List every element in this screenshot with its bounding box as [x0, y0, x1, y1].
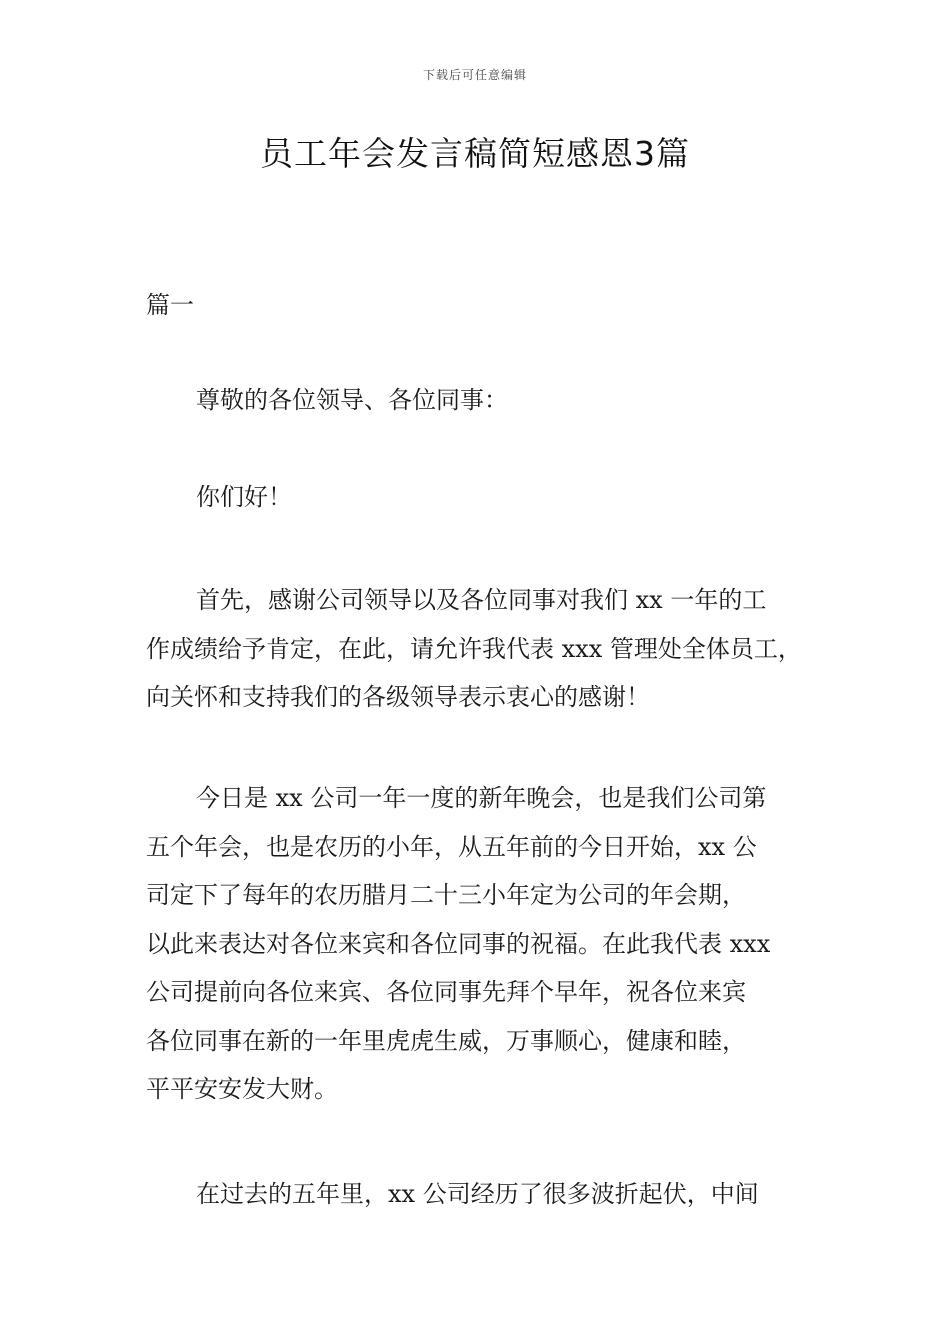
greeting-line: 尊敬的各位领导、各位同事：: [196, 386, 508, 414]
paragraph-line: 五个年会，也是农历的小年，从五年前的今日开始，xx 公: [146, 832, 757, 861]
paragraph-line: 各位同事在新的一年里虎虎生威，万事顺心，健康和睦，: [146, 1026, 746, 1055]
document-title: 员工年会发言稿简短感恩3篇: [260, 134, 690, 173]
body-paragraph-1: [146, 576, 816, 722]
hello-line: 你们好！: [196, 483, 292, 511]
hello-paragraph: [146, 473, 816, 522]
header-note: 下载后可任意编辑: [422, 68, 527, 82]
paragraph-line: 首先，感谢公司领导以及各位同事对我们 xx 一年的工: [196, 586, 767, 614]
greeting-paragraph: [146, 376, 816, 425]
paragraph-line: 以此来表达对各位来宾和各位同事的祝福。在此我代表 xxx: [146, 929, 771, 958]
paragraph-line: 平平安安发大财。: [146, 1075, 338, 1103]
paragraph-line: 公司提前向各位来宾、各位同事先拜个早年，祝各位来宾: [146, 978, 746, 1006]
body-paragraph-2: [146, 774, 816, 1114]
paragraph-line: 今日是 xx 公司一年一度的新年晚会，也是我们公司第: [196, 784, 767, 812]
body-paragraph-3: [146, 1170, 816, 1219]
paragraph-line: 在过去的五年里，xx 公司经历了很多波折起伏，中间: [196, 1180, 759, 1208]
section-label: 篇一: [146, 291, 194, 319]
paragraph-line: 司定下了每年的农历腊月二十三小年定为公司的年会期，: [146, 881, 746, 909]
paragraph-line: 向关怀和支持我们的各级领导表示衷心的感谢！: [146, 683, 650, 711]
paragraph-line: 作成绩给予肯定，在此，请允许我代表 xxx 管理处全体员工，: [146, 634, 802, 663]
